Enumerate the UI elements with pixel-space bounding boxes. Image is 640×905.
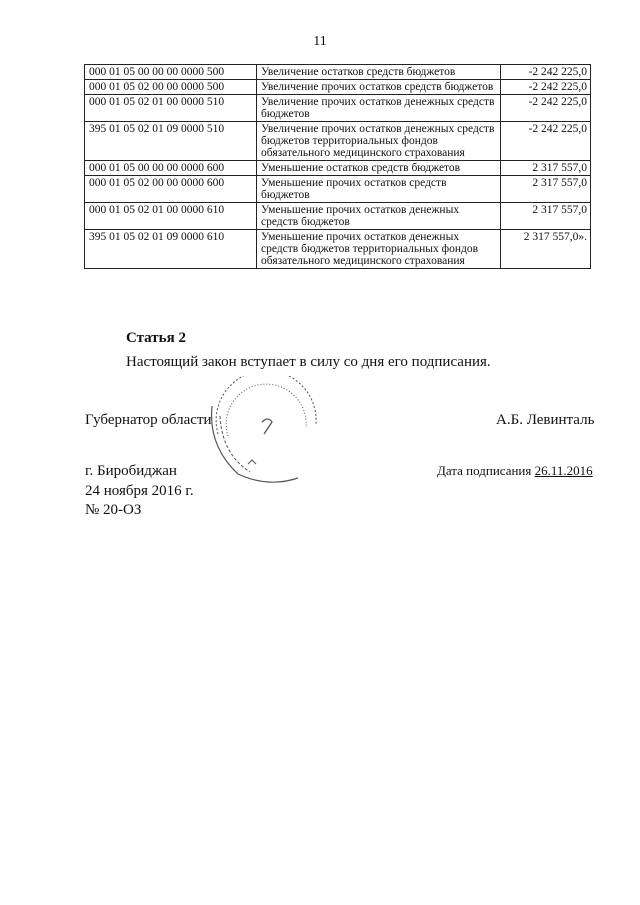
- row-description: Увеличение прочих остатков денежных средств бюджетов: [257, 95, 501, 122]
- row-amount: 2 317 557,0: [501, 176, 591, 203]
- row-amount: 2 317 557,0».: [501, 230, 591, 269]
- row-amount: 2 317 557,0: [501, 203, 591, 230]
- table-row: [85, 176, 591, 203]
- row-amount: -2 242 225,0: [501, 65, 591, 80]
- row-code: 000 01 05 02 00 00 0000 500: [85, 80, 257, 95]
- city: г. Биробиджан: [85, 463, 177, 479]
- table-row: [85, 230, 591, 269]
- row-amount: -2 242 225,0: [501, 95, 591, 122]
- table-row: [85, 80, 591, 95]
- seal-icon: [198, 376, 338, 496]
- budget-sources-table: [84, 64, 591, 269]
- row-amount: -2 242 225,0: [501, 80, 591, 95]
- row-description: Уменьшение прочих остатков денежных средств бюджетов территориальных фондов обязательного медицинского страхования: [257, 230, 501, 269]
- article-text: Настоящий закон вступает в силу со дня его подписания.: [126, 354, 491, 370]
- row-amount: 2 317 557,0: [501, 161, 591, 176]
- law-number: № 20-ОЗ: [85, 502, 142, 518]
- row-code: 000 01 05 02 01 00 0000 610: [85, 203, 257, 230]
- governor-title: Губернатор области: [85, 412, 212, 428]
- table-row: [85, 122, 591, 161]
- law-date: 24 ноября 2016 г.: [85, 483, 194, 499]
- row-description: Уменьшение прочих остатков средств бюджетов: [257, 176, 501, 203]
- table-row: [85, 95, 591, 122]
- table-row: [85, 203, 591, 230]
- article-title: Статья 2: [126, 330, 186, 346]
- row-description: Уменьшение остатков средств бюджетов: [257, 161, 501, 176]
- table-row: [85, 65, 591, 80]
- table-row: [85, 161, 591, 176]
- row-description: Уменьшение прочих остатков денежных средств бюджетов: [257, 203, 501, 230]
- row-amount: -2 242 225,0: [501, 122, 591, 161]
- row-code: 395 01 05 02 01 09 0000 510: [85, 122, 257, 161]
- row-code: 000 01 05 02 00 00 0000 600: [85, 176, 257, 203]
- page-number: 11: [313, 34, 327, 49]
- row-code: 000 01 05 00 00 00 0000 500: [85, 65, 257, 80]
- governor-name: А.Б. Левинталь: [496, 412, 595, 428]
- row-code: 395 01 05 02 01 09 0000 610: [85, 230, 257, 269]
- row-description: Увеличение остатков средств бюджетов: [257, 65, 501, 80]
- signing-date: 26.11.2016: [534, 463, 593, 478]
- signing-date-line: [437, 463, 593, 479]
- row-code: 000 01 05 00 00 00 0000 600: [85, 161, 257, 176]
- signing-label: Дата подписания: [437, 463, 532, 478]
- row-description: Увеличение прочих остатков средств бюджетов: [257, 80, 501, 95]
- row-code: 000 01 05 02 01 00 0000 510: [85, 95, 257, 122]
- row-description: Увеличение прочих остатков денежных средств бюджетов территориальных фондов обязательного медицинского страхования: [257, 122, 501, 161]
